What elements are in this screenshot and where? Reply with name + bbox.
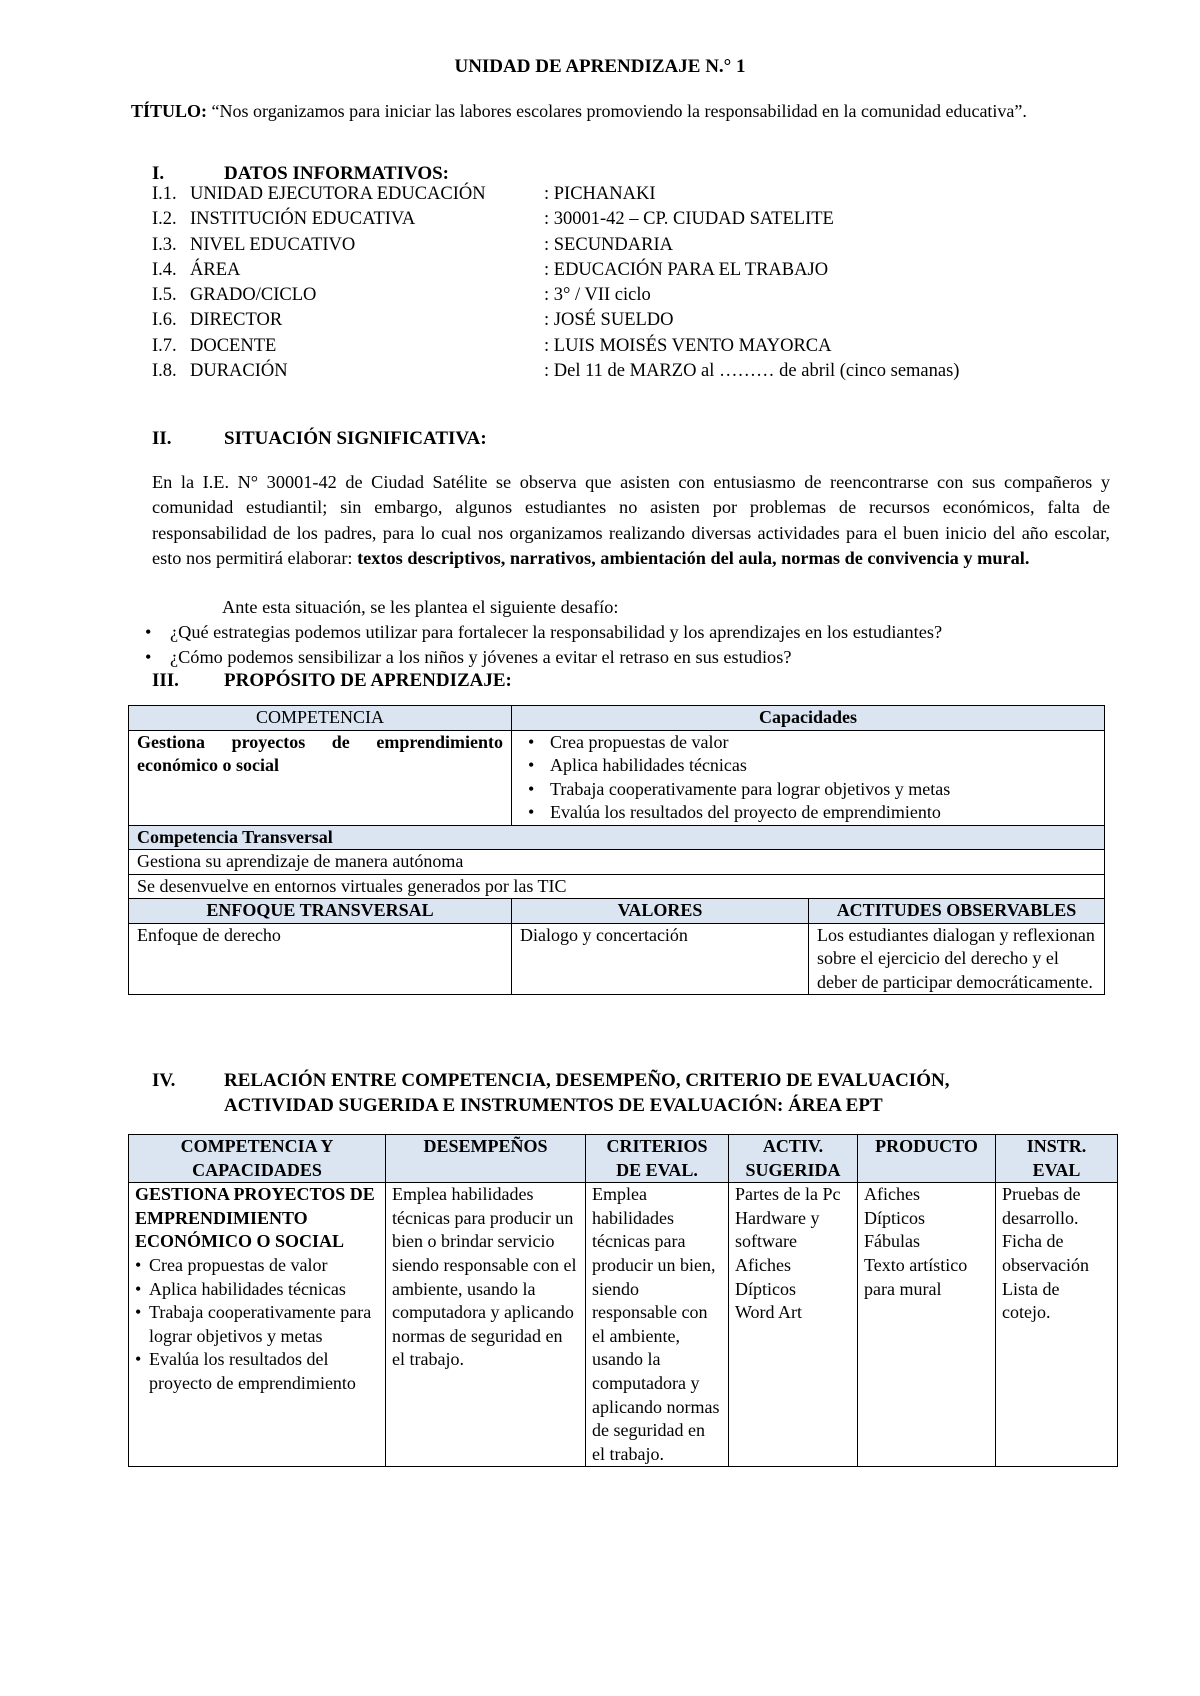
datos-row	[152, 235, 1052, 260]
header-actitudes: ACTITUDES OBSERVABLES	[809, 899, 1105, 924]
list-item: Ficha de observación	[1002, 1231, 1089, 1275]
table-row	[129, 825, 1105, 850]
section-3-number: III.	[152, 670, 179, 691]
header-instrumentos: INSTR. EVAL	[996, 1135, 1118, 1183]
section-2-heading	[152, 428, 752, 452]
header-producto: PRODUCTO	[858, 1135, 996, 1183]
list-item: Word Art	[735, 1302, 803, 1323]
section-4-number: IV.	[152, 1070, 176, 1091]
list-item: • Aplica habilidades técnicas	[520, 754, 1096, 778]
list-item: • Aplica habilidades técnicas	[135, 1278, 379, 1302]
list-item: • Evalúa los resultados del proyecto de emprendimiento	[520, 801, 1096, 825]
datos-row	[152, 361, 1052, 386]
situacion-paragraph	[152, 470, 1110, 572]
transversal-item: Gestiona su aprendizaje de manera autónoma	[129, 850, 1105, 875]
header-desempenos: DESEMPEÑOS	[386, 1135, 586, 1183]
header-valores: VALORES	[512, 899, 809, 924]
question-text: ¿Qué estrategias podemos utilizar para fortalecer la responsabilidad y los aprendizajes en los estudiantes?	[170, 622, 943, 642]
list-item: • Evalúa los resultados del proyecto de emprendimiento	[135, 1348, 379, 1395]
table-row	[129, 1135, 1118, 1183]
list-item: Dípticos	[864, 1207, 925, 1228]
datos-value: : 3° / VII ciclo	[544, 285, 651, 306]
section-3-heading	[152, 670, 752, 694]
capacidades-cell	[512, 730, 1105, 825]
datos-number: I.1.	[152, 184, 177, 204]
table-row	[129, 706, 1105, 731]
datos-value: : 30001-42 – CP. CIUDAD SATELITE	[544, 209, 834, 230]
actividades-cell	[729, 1183, 858, 1467]
unit-title-label: TÍTULO:	[131, 101, 208, 121]
header-competencia-capacidades: COMPETENCIA Y CAPACIDADES	[129, 1135, 386, 1183]
valores-cell: Dialogo y concertación	[512, 923, 809, 995]
header-enfoque: ENFOQUE TRANSVERSAL	[129, 899, 512, 924]
datos-value: : LUIS MOISÉS VENTO MAYORCA	[544, 335, 832, 356]
table-row	[129, 1183, 1118, 1467]
section-1-title: DATOS INFORMATIVOS:	[224, 163, 450, 184]
datos-key: ÁREA	[190, 259, 241, 280]
section-2-title: SITUACIÓN SIGNIFICATIVA:	[224, 428, 487, 449]
list-item: • Crea propuestas de valor	[520, 731, 1096, 755]
table-row	[129, 899, 1105, 924]
list-item: Pruebas de desarrollo.	[1002, 1184, 1081, 1228]
bullet-icon: •	[145, 622, 152, 642]
datos-value: : Del 11 de MARZO al ……… de abril (cinco semanas)	[544, 361, 960, 382]
datos-row	[152, 260, 1052, 285]
datos-informativos-list	[152, 184, 1052, 386]
datos-key: INSTITUCIÓN EDUCATIVA	[190, 209, 416, 230]
datos-value: : SECUNDARIA	[544, 234, 673, 255]
competencia-cell: Gestiona proyectos de emprendimiento económico o social	[129, 730, 512, 825]
table-row	[129, 874, 1105, 899]
list-item: Dípticos	[735, 1278, 796, 1299]
productos-cell	[858, 1183, 996, 1467]
datos-key: DOCENTE	[190, 335, 277, 356]
datos-row	[152, 336, 1052, 361]
header-criterios: CRITERIOS DE EVAL.	[586, 1135, 729, 1183]
desempenos-cell: Emplea habilidades técnicas para producir un bien o brindar servicio siendo responsable con el ambiente, usando la computadora y aplicando normas de seguridad en el trabajo.	[386, 1183, 586, 1467]
section-4-title-line2: ACTIVIDAD SUGERIDA E INSTRUMENTOS DE EVALUACIÓN: ÁREA EPT	[224, 1095, 883, 1116]
datos-key: DURACIÓN	[190, 361, 288, 382]
header-transversal: Competencia Transversal	[129, 825, 1105, 850]
competencia-name: GESTIONA PROYECTOS DE EMPRENDIMIENTO ECONÓMICO O SOCIAL	[135, 1184, 375, 1252]
list-item: Afiches	[735, 1254, 791, 1275]
list-item: • Trabaja cooperativamente para lograr objetivos y metas	[135, 1301, 379, 1348]
table-row	[129, 730, 1105, 825]
datos-value: : PICHANAKI	[544, 184, 656, 204]
enfoque-cell: Enfoque de derecho	[129, 923, 512, 995]
datos-value: : JOSÉ SUELDO	[544, 310, 674, 331]
datos-key: UNIDAD EJECUTORA EDUCACIÓN	[190, 184, 486, 204]
capacidades-list	[520, 731, 1096, 825]
section-1-number: I.	[152, 163, 165, 184]
unit-title	[131, 99, 1071, 123]
list-item: Hardware y software	[735, 1207, 820, 1252]
situacion-products: textos descriptivos, narrativos, ambientación del aula, normas de convivencia y mural.	[357, 548, 1030, 569]
proposito-table	[128, 705, 1105, 995]
list-item: • Crea propuestas de valor	[135, 1254, 379, 1278]
transversal-item: Se desenvuelve en entornos virtuales generados por las TIC	[129, 874, 1105, 899]
competencia-capacidades-cell	[129, 1183, 386, 1467]
datos-number: I.2.	[152, 209, 177, 230]
list-item: Afiches	[864, 1184, 920, 1205]
table-row	[129, 850, 1105, 875]
list-item: • Trabaja cooperativamente para lograr objetivos y metas	[520, 778, 1096, 802]
criterios-cell: Emplea habilidades técnicas para producir un bien, siendo responsable con el ambiente, usando la computadora y aplicando normas de seguridad en el trabajo.	[586, 1183, 729, 1467]
list-item: Fábulas	[864, 1231, 920, 1252]
situacion-text: En la I.E. N° 30001-42 de Ciudad Satélite se observa que asisten con entusiasmo de reencontrarse con sus compañeros y comunidad estudiantil; sin embargo, algunos estudiantes no asisten por problemas de recursos económicos, falta de responsabilidad de los padres, para lo cual nos organizamos realizando diversas actividades para el buen inicio del año escolar, esto nos permitirá elaborar:	[152, 472, 1110, 569]
datos-key: NIVEL EDUCATIVO	[190, 234, 356, 255]
section-4-title-line1: RELACIÓN ENTRE COMPETENCIA, DESEMPEÑO, CRITERIO DE EVALUACIÓN,	[224, 1070, 950, 1091]
question-text: ¿Cómo podemos sensibilizar a los niños y jóvenes a evitar el retraso en sus estudios?	[170, 647, 792, 668]
list-item: Partes de la Pc	[735, 1184, 841, 1205]
header-actividad: ACTIV. SUGERIDA	[729, 1135, 858, 1183]
datos-number: I.4.	[152, 259, 177, 280]
datos-value: : EDUCACIÓN PARA EL TRABAJO	[544, 259, 829, 280]
datos-key: DIRECTOR	[190, 310, 283, 331]
unit-title-text: “Nos organizamos para iniciar las labores escolares promoviendo la responsabilidad en la comunidad educativa”.	[211, 101, 1027, 121]
datos-number: I.6.	[152, 310, 177, 331]
table-row	[129, 923, 1105, 995]
datos-row	[152, 184, 1052, 209]
list-item: Lista de cotejo.	[1002, 1278, 1060, 1323]
datos-number: I.3.	[152, 234, 177, 255]
document-title: UNIDAD DE APRENDIZAJE N.° 1	[454, 56, 746, 77]
header-capacidades: Capacidades	[512, 706, 1105, 731]
list-item: Texto artístico para mural	[864, 1254, 968, 1299]
instrumentos-cell	[996, 1183, 1118, 1467]
section-3-title: PROPÓSITO DE APRENDIZAJE:	[224, 670, 512, 691]
datos-row	[152, 310, 1052, 335]
header-competencia: COMPETENCIA	[129, 706, 512, 731]
relacion-table	[128, 1134, 1118, 1467]
datos-number: I.8.	[152, 361, 177, 382]
capacidades-list	[135, 1254, 379, 1396]
datos-row	[152, 209, 1052, 234]
datos-number: I.7.	[152, 335, 177, 356]
datos-row	[152, 285, 1052, 310]
datos-key: GRADO/CICLO	[190, 285, 317, 306]
desafio-intro: Ante esta situación, se les plantea el siguiente desafío:	[222, 597, 619, 617]
actitudes-cell: Los estudiantes dialogan y reflexionan sobre el ejercicio del derecho y el deber de participar democráticamente.	[809, 923, 1105, 995]
datos-number: I.5.	[152, 285, 177, 306]
section-4-heading	[152, 1070, 1102, 1120]
section-2-number: II.	[152, 428, 172, 449]
bullet-icon: •	[145, 647, 152, 668]
